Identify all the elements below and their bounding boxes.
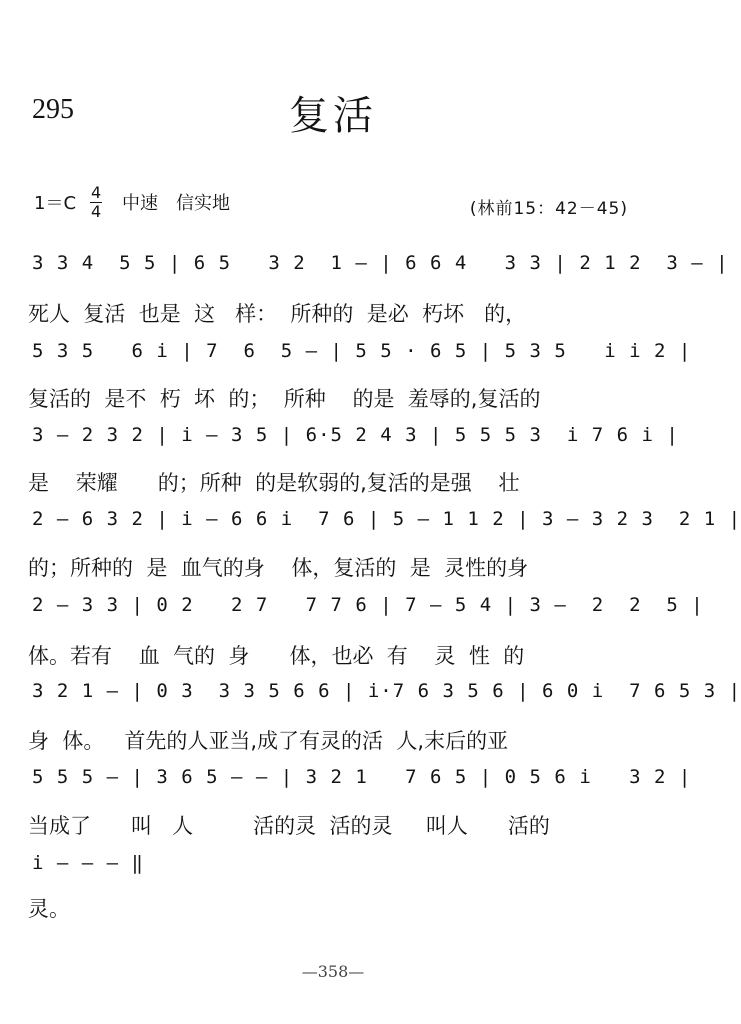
notation-line-5: 2 – 3 3 | 0 2 2 7 7 7 6 | 7 – 5 4 | 3 – 2 2 5 |	[32, 594, 704, 616]
scripture-reference: (林前15：42－45)	[469, 199, 628, 219]
lyrics-line-4: 的；所种的 是 血气的身 体，复活的 是 灵性的身	[28, 556, 529, 580]
lyrics-line-1: 死人 复活 也是 这 样： 所种的 是必 朽坏 的，	[28, 302, 527, 326]
lyrics-line-3: 是 荣耀 的；所种 的是软弱的,复活的是强 壮	[28, 471, 520, 495]
hymn-title: 复活	[289, 93, 377, 139]
notation-line-6: 3 2 1 – | 0 3 3 3 5 6 6 | i·7 6 3 5 6 | 6 0 i 7 6 5 3 |	[32, 680, 741, 702]
lyrics-line-6: 身 体。 首先的人亚当,成了有灵的活 人,末后的亚	[28, 729, 509, 753]
hymn-number: 295	[32, 94, 74, 125]
notation-line-2: 5 3 5 6 i | 7 6 5 – | 5 5 · 6 5 | 5 3 5 i i 2 |	[32, 340, 692, 362]
time-signature-bottom: 4	[90, 201, 102, 221]
notation-line-1: 3 3 4 5 5 | 6 5 3 2 1 – | 6 6 4 3 3 | 2 1 2 3 – |	[32, 252, 729, 274]
key-line	[34, 180, 248, 224]
page-number: —358—	[301, 962, 365, 981]
lyrics-line-5: 体。若有 血 气的 身 体，也必 有 灵 性 的	[28, 644, 525, 668]
key-signature: 1＝C	[34, 193, 77, 214]
mood-marking: 信实地	[176, 193, 231, 214]
notation-line-7: 5 5 5 – | 3 6 5 – – | 3 2 1 7 6 5 | 0 5 6 i 3 2 |	[32, 766, 692, 788]
notation-line-8: i – – – ‖	[32, 852, 144, 874]
notation-line-4: 2 – 6 3 2 | i – 6 6 i 7 6 | 5 – 1 1 2 | 3 – 3 2 3 2 1 |	[32, 508, 741, 530]
time-signature	[90, 184, 102, 221]
notation-line-3: 3 – 2 3 2 | i – 3 5 | 6·5 2 4 3 | 5 5 5 3 i 7 6 i |	[32, 424, 679, 446]
lyrics-line-7: 当成了 叫 人 活的灵 活的灵 叫人 活的	[28, 814, 550, 838]
lyrics-line-2: 复活的 是不 朽 坏 的； 所种 的是 羞辱的,复活的	[28, 387, 541, 411]
lyrics-line-8: 灵。	[28, 897, 70, 921]
time-signature-top: 4	[90, 182, 102, 202]
tempo-marking: 中速	[122, 193, 159, 214]
